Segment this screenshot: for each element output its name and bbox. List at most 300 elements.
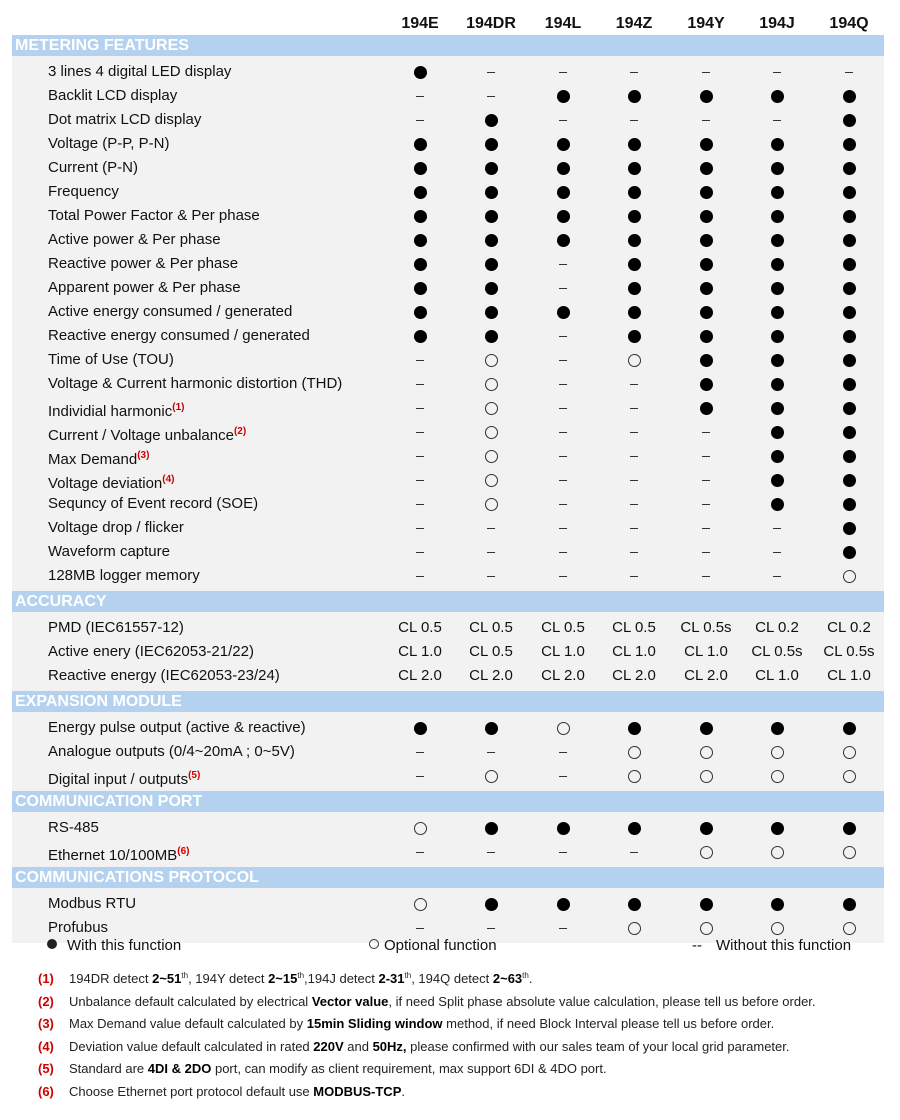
value-cell [813, 540, 885, 564]
filled-dot-icon [771, 282, 784, 295]
footnote [38, 1060, 888, 1083]
value-cell [670, 204, 742, 228]
value-cell [741, 564, 813, 588]
section-header: ACCURACY [12, 591, 884, 612]
filled-dot-icon [843, 282, 856, 295]
dash-icon [416, 552, 424, 553]
hollow-circle-icon [843, 570, 856, 583]
section-body [12, 612, 884, 691]
value-cell [670, 468, 742, 492]
value-cell [384, 816, 456, 840]
filled-dot-icon [771, 186, 784, 199]
table-row [12, 228, 884, 252]
filled-dot-icon [485, 306, 498, 319]
footnote-text: Choose Ethernet port protocol default use MODBUS-TCP. [69, 1083, 405, 1099]
hollow-circle-icon [485, 474, 498, 487]
value-cell [598, 716, 670, 740]
table-row [12, 840, 884, 864]
value-cell [527, 740, 599, 764]
value-cell [670, 420, 742, 444]
hollow-circle-icon [843, 846, 856, 859]
filled-dot-icon [557, 210, 570, 223]
value-cell [741, 396, 813, 420]
value-cell [598, 916, 670, 940]
value-cell [670, 716, 742, 740]
model-header: 194E [401, 15, 439, 32]
filled-dot-icon [557, 234, 570, 247]
value-cell [598, 324, 670, 348]
filled-dot-icon [771, 898, 784, 911]
value-cell [670, 132, 742, 156]
filled-dot-icon [700, 210, 713, 223]
filled-dot-icon [771, 498, 784, 511]
filled-dot-icon [700, 90, 713, 103]
value-cell [384, 204, 456, 228]
filled-dot-icon [414, 66, 427, 79]
dash-icon [702, 552, 710, 553]
value-cell [813, 108, 885, 132]
footnote-ref: (4) [162, 474, 175, 485]
value-cell [384, 840, 456, 864]
value-cell [384, 252, 456, 276]
dash-icon [559, 384, 567, 385]
table-row [12, 664, 884, 688]
hollow-circle-icon [771, 846, 784, 859]
feature-label [48, 324, 310, 348]
hollow-circle-icon [628, 354, 641, 367]
dash-icon [487, 96, 495, 97]
value-cell [384, 764, 456, 788]
filled-dot-icon [557, 898, 570, 911]
feature-label-text: Active energy consumed / generated [48, 303, 293, 320]
table-row [12, 716, 884, 740]
legend-with-label: With this function [67, 937, 182, 954]
value-cell [527, 300, 599, 324]
hollow-circle-icon [843, 922, 856, 935]
footnote-text: Standard are 4DI & 2DO port, can modify as client requirement, max support 6DI & 4DO port. [69, 1061, 607, 1076]
value-cell [455, 156, 527, 180]
filled-dot-icon [843, 822, 856, 835]
value-cell [598, 816, 670, 840]
value-cell [527, 468, 599, 492]
feature-label-text: Current / Voltage unbalance [48, 427, 234, 444]
value-cell [527, 108, 599, 132]
value-cell [455, 540, 527, 564]
dash-icon [559, 432, 567, 433]
hollow-circle-icon [700, 922, 713, 935]
filled-dot-icon [414, 330, 427, 343]
value-cell [455, 764, 527, 788]
value-cell [741, 252, 813, 276]
value-cell [384, 300, 456, 324]
hollow-circle-icon [414, 898, 427, 911]
filled-dot-icon [700, 354, 713, 367]
filled-dot-icon [485, 722, 498, 735]
dash-icon [416, 360, 424, 361]
table-row [12, 300, 884, 324]
dash-icon [559, 852, 567, 853]
dash-icon [559, 264, 567, 265]
filled-dot-icon [414, 282, 427, 295]
hollow-circle-icon [485, 450, 498, 463]
section-header: COMMUNICATIONS PROTOCOL [12, 867, 884, 888]
feature-label [48, 664, 280, 688]
value-cell [527, 180, 599, 204]
value-cell [598, 132, 670, 156]
footnote-number: (3) [38, 1016, 54, 1031]
dash-icon [416, 408, 424, 409]
value-cell [598, 492, 670, 516]
hollow-circle-icon [485, 378, 498, 391]
feature-label-text: Active enery (IEC62053-21/22) [48, 643, 254, 660]
dash-icon [630, 72, 638, 73]
value-cell [670, 84, 742, 108]
value-cell [527, 60, 599, 84]
dash-icon [773, 72, 781, 73]
dash-icon [702, 120, 710, 121]
value-cell [384, 324, 456, 348]
filled-dot-icon [771, 426, 784, 439]
feature-label-text: Active power & Per phase [48, 231, 221, 248]
value-cell [384, 276, 456, 300]
model-header: 194Z [615, 15, 653, 32]
value-cell [384, 516, 456, 540]
filled-dot-icon [628, 258, 641, 271]
filled-dot-icon [771, 378, 784, 391]
filled-dot-icon [843, 546, 856, 559]
hollow-circle-icon [843, 746, 856, 759]
feature-label-text: Energy pulse output (active & reactive) [48, 719, 306, 736]
value-cell [527, 372, 599, 396]
hollow-circle-icon [843, 770, 856, 783]
value-cell [384, 564, 456, 588]
filled-dot-icon [771, 306, 784, 319]
filled-dot-icon [414, 162, 427, 175]
value-cell: CL 0.5 [541, 619, 585, 636]
value-cell [527, 276, 599, 300]
value-cell [384, 84, 456, 108]
value-cell [813, 84, 885, 108]
feature-label [48, 516, 184, 540]
value-cell [670, 492, 742, 516]
value-cell [527, 228, 599, 252]
feature-label-text: Voltage (P-P, P-N) [48, 135, 170, 152]
footnote-text: Deviation value default calculated in rated 220V and 50Hz, please confirmed with our sales team of your local grid parameter. [69, 1038, 790, 1054]
dash-icon [630, 576, 638, 577]
dash-icon [487, 852, 495, 853]
filled-dot-icon [628, 90, 641, 103]
footnote-number: (6) [38, 1083, 54, 1099]
filled-dot-icon [414, 722, 427, 735]
filled-dot-icon [485, 234, 498, 247]
feature-label-text: PMD (IEC61557-12) [48, 619, 184, 636]
feature-label [48, 252, 238, 276]
value-cell [527, 156, 599, 180]
filled-dot-icon [485, 114, 498, 127]
feature-label-text: Reactive power & Per phase [48, 255, 239, 272]
hollow-circle-icon [628, 770, 641, 783]
value-cell [670, 444, 742, 468]
value-cell [527, 204, 599, 228]
value-cell [455, 564, 527, 588]
table-row [12, 468, 884, 492]
dash-icon [773, 528, 781, 529]
filled-dot-icon [628, 306, 641, 319]
value-cell [455, 132, 527, 156]
table-row [12, 132, 884, 156]
value-cell [527, 396, 599, 420]
value-cell [384, 60, 456, 84]
value-cell [813, 252, 885, 276]
filled-dot-icon [700, 258, 713, 271]
value-cell: CL 2.0 [684, 667, 728, 684]
legend-with [47, 936, 181, 956]
value-cell [741, 840, 813, 864]
dash-icon [630, 504, 638, 505]
table-row [12, 764, 884, 788]
dash-icon [559, 752, 567, 753]
filled-dot-icon [771, 210, 784, 223]
filled-dot-icon [557, 138, 570, 151]
value-cell [455, 108, 527, 132]
filled-dot-icon [843, 306, 856, 319]
dash-icon [487, 576, 495, 577]
table-row [12, 564, 884, 588]
value-cell [598, 60, 670, 84]
filled-dot-icon [485, 282, 498, 295]
value-cell [598, 892, 670, 916]
feature-label [48, 764, 200, 792]
value-cell [455, 60, 527, 84]
value-cell [384, 228, 456, 252]
feature-label [48, 740, 295, 764]
value-cell [813, 276, 885, 300]
filled-dot-icon [843, 378, 856, 391]
footnote-number: (2) [38, 993, 54, 1009]
filled-dot-icon [843, 330, 856, 343]
feature-label-text: Individial harmonic [48, 403, 173, 420]
value-cell [813, 132, 885, 156]
filled-dot-icon [771, 162, 784, 175]
value-cell [741, 132, 813, 156]
feature-label [48, 716, 306, 740]
feature-label-text: Max Demand [48, 451, 138, 468]
value-cell [598, 420, 670, 444]
dash-icon [416, 432, 424, 433]
value-cell: CL 0.2 [827, 619, 871, 636]
table-row [12, 420, 884, 444]
filled-dot-icon [843, 90, 856, 103]
value-cell [813, 300, 885, 324]
dash-icon [487, 752, 495, 753]
feature-label-text: Apparent power & Per phase [48, 279, 241, 296]
value-cell [670, 516, 742, 540]
feature-label [48, 372, 342, 396]
value-cell [598, 468, 670, 492]
section-body [12, 812, 884, 867]
value-cell [741, 468, 813, 492]
value-cell [455, 324, 527, 348]
filled-dot-icon [485, 210, 498, 223]
value-cell [741, 180, 813, 204]
legend-optional [369, 936, 497, 956]
dash-icon [416, 928, 424, 929]
dash-icon [559, 456, 567, 457]
value-cell [598, 764, 670, 788]
feature-label [48, 132, 169, 156]
value-cell [813, 348, 885, 372]
value-cell [741, 540, 813, 564]
value-cell [527, 84, 599, 108]
dash-icon [416, 852, 424, 853]
value-cell: CL 1.0 [541, 643, 585, 660]
feature-label-text: Time of Use (TOU) [48, 351, 174, 368]
value-cell: CL 1.0 [827, 667, 871, 684]
value-cell [598, 516, 670, 540]
value-cell [598, 540, 670, 564]
feature-label-text: 3 lines 4 digital LED display [48, 63, 232, 80]
footnote-ref: (2) [233, 426, 247, 437]
value-cell [813, 228, 885, 252]
value-cell: CL 0.2 [755, 619, 799, 636]
filled-dot-icon [771, 138, 784, 151]
hollow-circle-icon [414, 822, 427, 835]
value-cell: CL 0.5s [823, 643, 875, 660]
value-cell [598, 564, 670, 588]
filled-dot-icon [700, 162, 713, 175]
filled-dot-icon [628, 282, 641, 295]
value-cell [670, 348, 742, 372]
value-cell [455, 252, 527, 276]
feature-label [48, 540, 170, 564]
value-cell [527, 540, 599, 564]
filled-dot-icon [485, 138, 498, 151]
footnote-text: 194DR detect 2~51th, 194Y detect 2~15th,194J detect 2-31th, 194Q detect 2~63th. [69, 971, 533, 986]
value-cell [527, 816, 599, 840]
hollow-circle-icon [628, 922, 641, 935]
value-cell [813, 444, 885, 468]
value-cell [813, 892, 885, 916]
value-cell [741, 324, 813, 348]
feature-label-text: Ethernet 10/100MB [48, 847, 178, 864]
value-cell [527, 132, 599, 156]
footnote-ref: (1) [172, 402, 185, 413]
table-row [12, 444, 884, 468]
table-row [12, 204, 884, 228]
value-cell [741, 108, 813, 132]
value-cell [455, 204, 527, 228]
filled-dot-icon [628, 330, 641, 343]
value-cell: CL 0.5 [469, 619, 513, 636]
footnote-text: Max Demand value default calculated by 15min Sliding window method, if need Block Interval please tell us before order. [69, 1016, 775, 1031]
dash-icon [773, 120, 781, 121]
filled-dot-icon [843, 138, 856, 151]
filled-dot-icon [700, 282, 713, 295]
value-cell [670, 540, 742, 564]
feature-label [48, 616, 184, 640]
value-cell [598, 228, 670, 252]
filled-dot-icon [628, 186, 641, 199]
dash-icon [630, 384, 638, 385]
value-cell [384, 396, 456, 420]
dash-icon [702, 504, 710, 505]
value-cell [527, 916, 599, 940]
filled-dot-icon [843, 162, 856, 175]
section-body [12, 888, 884, 943]
value-cell [527, 348, 599, 372]
value-cell [527, 564, 599, 588]
value-cell [741, 300, 813, 324]
value-cell [384, 892, 456, 916]
dash-icon [416, 504, 424, 505]
filled-dot-icon [771, 234, 784, 247]
table-row [12, 348, 884, 372]
model-header: 194Q [829, 15, 869, 32]
feature-label [48, 640, 254, 664]
value-cell [813, 740, 885, 764]
value-cell [670, 276, 742, 300]
filled-dot-icon [843, 426, 856, 439]
feature-label-text: Digital input / outputs [48, 771, 189, 788]
value-cell [527, 840, 599, 864]
hollow-circle-icon [485, 354, 498, 367]
filled-dot-icon [771, 354, 784, 367]
feature-label [48, 108, 201, 132]
footnote-ref: (3) [137, 450, 150, 461]
feature-label-text: Frequency [48, 183, 119, 200]
feature-label [48, 492, 258, 516]
value-cell [598, 740, 670, 764]
hollow-circle-icon [369, 939, 379, 949]
filled-dot-icon [700, 402, 713, 415]
filled-dot-icon [843, 234, 856, 247]
feature-label [48, 892, 136, 916]
value-cell [455, 372, 527, 396]
feature-label [48, 300, 292, 324]
feature-label-text: Voltage deviation [48, 475, 163, 492]
value-cell [670, 300, 742, 324]
value-cell [670, 108, 742, 132]
footnote [38, 993, 888, 1016]
value-cell [813, 716, 885, 740]
value-cell [741, 156, 813, 180]
filled-dot-icon [843, 114, 856, 127]
value-cell [455, 444, 527, 468]
value-cell [598, 396, 670, 420]
filled-dot-icon [771, 258, 784, 271]
value-cell [527, 516, 599, 540]
value-cell [455, 892, 527, 916]
dash-icon [487, 928, 495, 929]
hollow-circle-icon [485, 770, 498, 783]
filled-dot-icon [843, 722, 856, 735]
filled-dot-icon [843, 354, 856, 367]
legend-optional-label: Optional function [384, 937, 497, 954]
legend-without-label: Without this function [716, 937, 852, 954]
filled-dot-icon [700, 822, 713, 835]
feature-label [48, 84, 177, 108]
value-cell [384, 180, 456, 204]
dash-icon [559, 504, 567, 505]
filled-dot-icon [485, 258, 498, 271]
dash-icon [416, 776, 424, 777]
value-cell [741, 516, 813, 540]
value-cell [813, 564, 885, 588]
filled-dot-icon [628, 138, 641, 151]
filled-dot-icon [414, 258, 427, 271]
value-cell [384, 132, 456, 156]
value-cell [670, 840, 742, 864]
